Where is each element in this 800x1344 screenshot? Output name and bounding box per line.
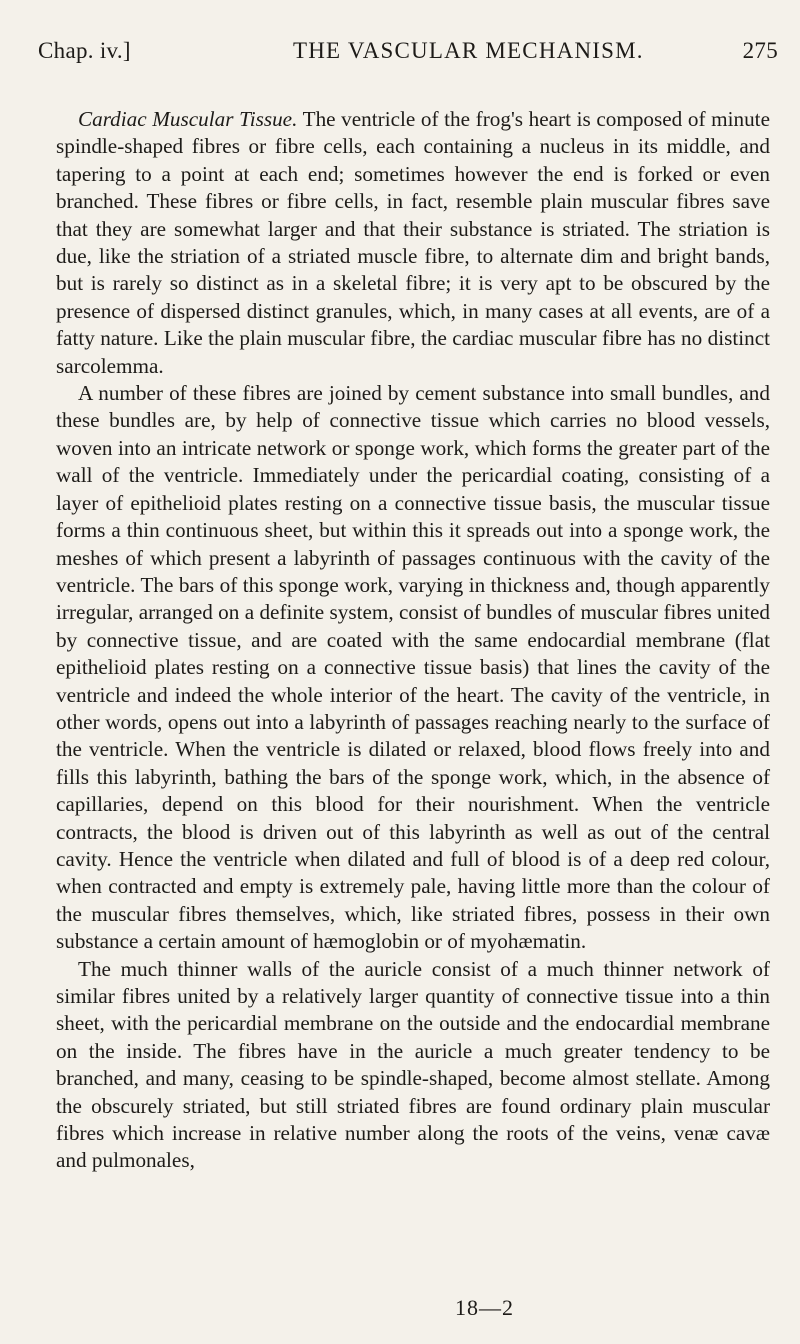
section-heading: Cardiac Muscular Tissue. bbox=[78, 107, 298, 131]
running-title: THE VASCULAR MECHANISM. bbox=[293, 38, 644, 63]
paragraph-2: A number of these fibres are joined by cement substance into small bundles, and these bundles are, by help of connective tissue which carries no blood vessels, woven into an intricate network or sponge work, which forms the greater part of the wall of the ventricle. Immediately under the pericardial coating, consisting of a layer of epithelioid plates resting on a connective tissue basis, the muscular tissue forms a thin continuous sheet, but within this it spreads out into a sponge work, the meshes of which present a labyrinth of passages continuous with the cavity of the ventricle. The bars of this sponge work, varying in thickness and, though apparently irregular, arranged on a definite system, consist of bundles of muscular fibres united by connective tissue, and are coated with the same endocardial membrane (flat epithelioid plates resting on a connective tissue basis) that lines the cavity of the ventricle and indeed the whole interior of the heart. The cavity of the ventricle, in other words, opens out into a labyrinth of passages reaching nearly to the surface of the ventricle. When the ventricle is dilated or relaxed, blood flows freely into and fills this labyrinth, bathing the bars of the sponge work, which, in the absence of capillaries, depend on this blood for their nourishment. When the ventricle contracts, the blood is driven out of this labyrinth as well as out of the central cavity. Hence the ventricle when dilated and full of blood is of a deep red colour, when contracted and empty is extremely pale, having little more than the colour of the muscular fibres themselves, which, like striated fibres, possess in their own substance a certain amount of hæmoglobin or of myohæmatin. bbox=[56, 381, 770, 954]
paragraph-1-text: The ventricle of the frog's heart is composed of minute spindle-shaped fibres or fibre cells, each containing a nucleus in its middle, and tapering to a point at each end; sometimes however the end is forked or even branched. These fibres or fibre cells, in fact, resemble plain muscular fibres save that they are somewhat larger and that their substance is striated. The striation is due, like the striation of a striated muscle fibre, to alternate dim and bright bands, but is rarely so distinct as in a skeletal fibre; it is very apt to be obscured by the presence of dispersed distinct granules, which, in many cases at all events, are of a fatty nature. Like the plain muscular fibre, the cardiac muscular fibre has no distinct sarcolemma. bbox=[56, 107, 770, 378]
body-text bbox=[56, 106, 770, 1175]
page-number: 275 bbox=[742, 38, 778, 63]
signature-mark: 18—2 bbox=[455, 1295, 514, 1320]
paragraph-1 bbox=[56, 106, 770, 380]
chapter-label: Chap. iv.] bbox=[38, 38, 131, 63]
running-head bbox=[38, 30, 778, 70]
paragraph-3: The much thinner walls of the auricle consist of a much thinner network of similar fibres united by a relatively larger quantity of connective tissue into a thin sheet, with the pericardial membrane on the outside and the endocardial membrane on the inside. The fibres have in the auricle a much greater tendency to be branched, and many, ceasing to be spindle-shaped, become almost stellate. Among the obscurely striated, but still striated fibres are found ordinary plain muscular fibres which increase in relative number along the roots of the veins, venæ cavæ and pulmonales, bbox=[56, 956, 770, 1173]
